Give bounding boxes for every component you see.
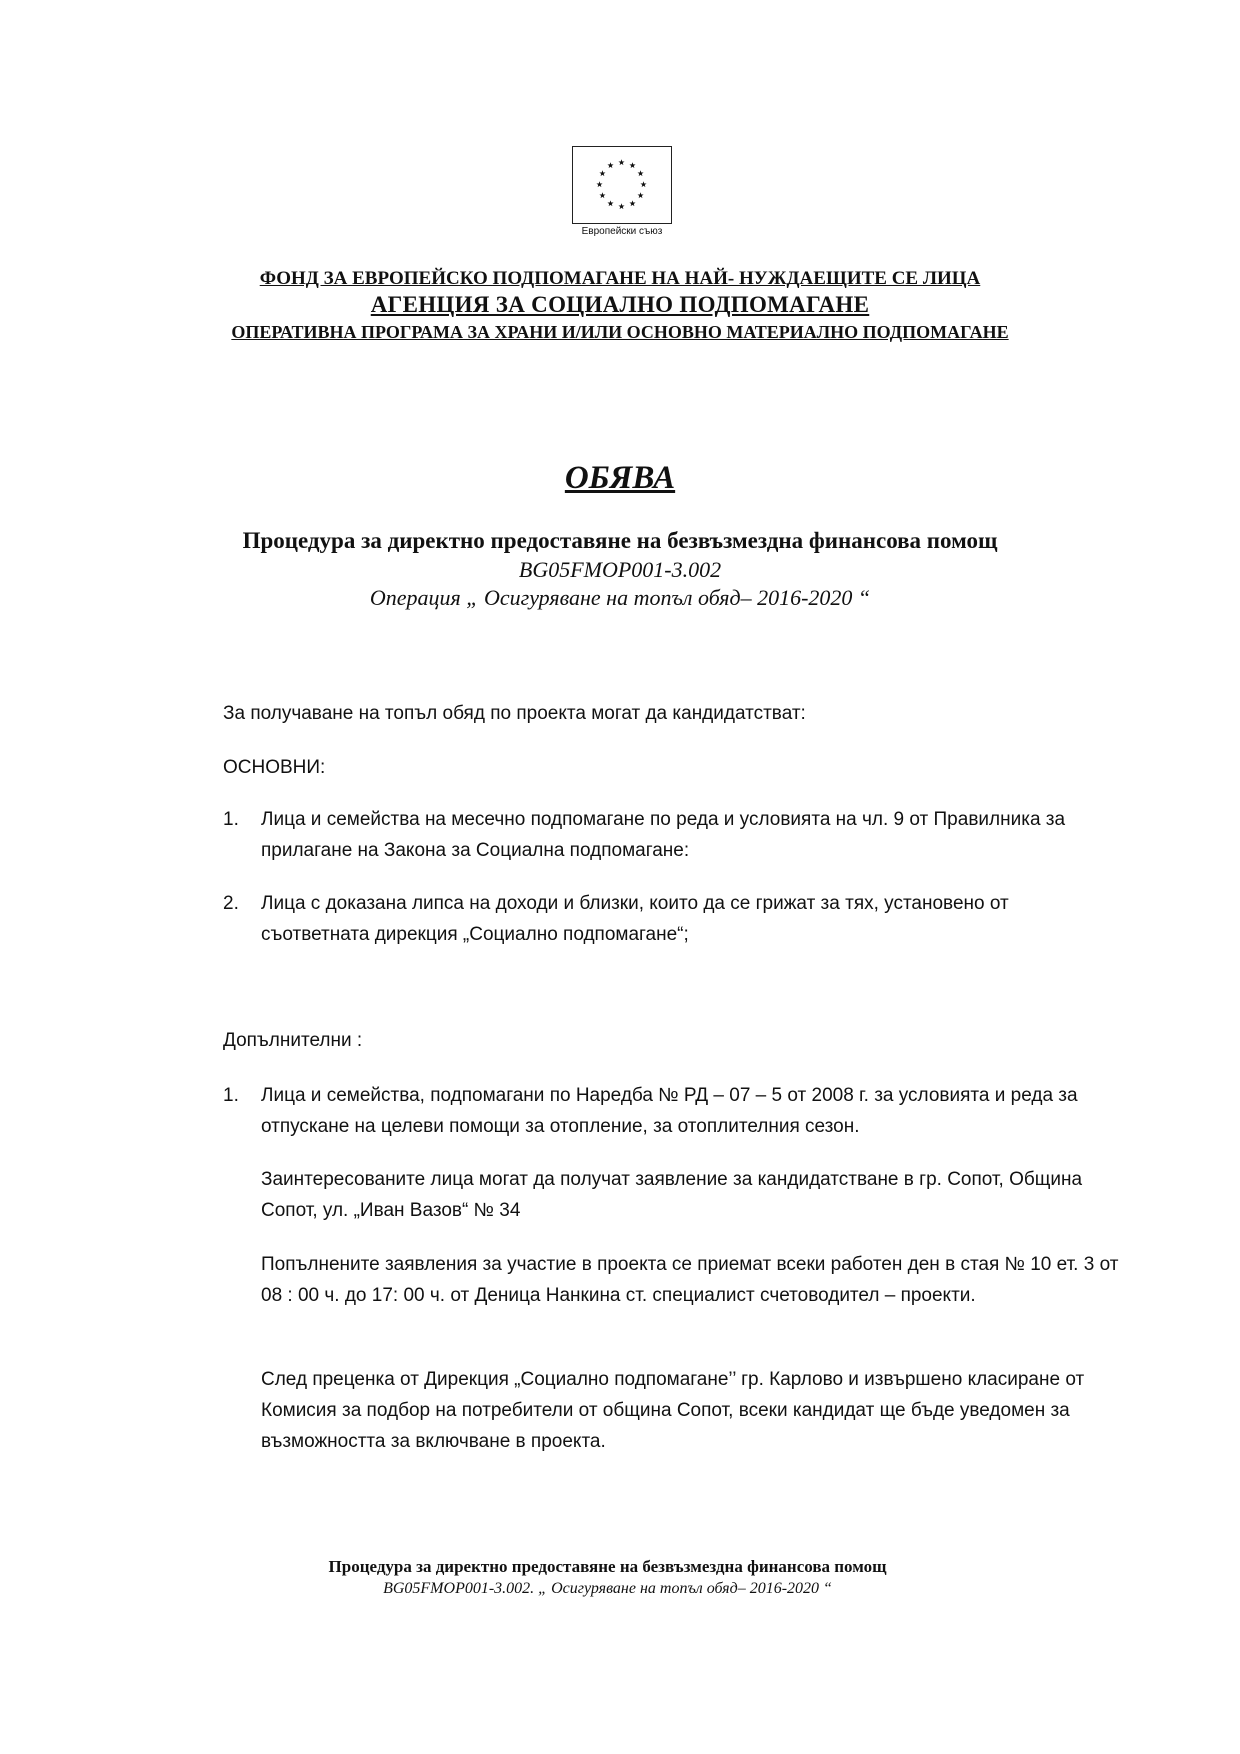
list-item-number: 1. — [223, 1085, 239, 1106]
star-icon — [629, 200, 635, 206]
list-item: Лица с доказана липса на доходи и близки, които да се грижат за тях, установено от съответната дирекция „Социално подпомагане“; — [261, 893, 1009, 945]
star-icon — [599, 192, 605, 198]
star-icon — [596, 181, 602, 187]
eu-flag-icon — [572, 146, 672, 224]
star-icon — [607, 162, 613, 168]
program-heading: ОПЕРАТИВНА ПРОГРАМА ЗА ХРАНИ И/ИЛИ ОСНОВНО МАТЕРИАЛНО ПОДПОМАГАНЕ — [231, 322, 1009, 342]
list-item-number: 2. — [223, 893, 239, 914]
star-icon — [629, 162, 635, 168]
star-icon — [640, 181, 646, 187]
star-icon — [618, 203, 624, 209]
intro-paragraph: За получаване на топъл обяд по проекта могат да кандидатстват: — [223, 703, 806, 724]
additional-heading: Допълнителни : — [223, 1030, 363, 1051]
list-item-number: 1. — [223, 809, 239, 830]
star-icon — [618, 159, 624, 165]
star-icon — [599, 170, 605, 176]
submission-paragraph: Попълнените заявления за участие в проекта се приемат всеки работен ден в стая № 10 ет. 3 от 08 : 00 ч. до 17: 00 ч. от Деница Нанкина ст. специалист счетоводител – проекти. — [261, 1254, 1119, 1306]
application-location-paragraph: Заинтересованите лица могат да получат заявление за кандидатстване в гр. Сопот, Община Сопот, ул. „Иван Вазов“ № 34 — [261, 1169, 1083, 1221]
page-title: ОБЯВА — [564, 460, 676, 496]
footer-procedure: Процедура за директно предоставяне на безвъзмездна финансова помощ — [328, 1557, 887, 1576]
agency-heading: АГЕНЦИЯ ЗА СОЦИАЛНО ПОДПОМАГАНЕ — [370, 292, 870, 317]
selection-paragraph: След преценка от Дирекция „Социално подпомагане’’ гр. Карлово и извършено класиране от Комисия за подбор на потребители от община Сопот, всеки кандидат ще бъде уведомен за възможността за включване в проекта. — [261, 1369, 1085, 1452]
star-icon — [607, 200, 613, 206]
logo-caption: Европейски съюз — [581, 226, 663, 237]
eu-stars — [573, 147, 670, 222]
operation-name: Операция „ Осигуряване на топъл обяд– 2016-2020 “ — [369, 585, 871, 610]
star-icon — [638, 170, 644, 176]
list-item: Лица и семейства, подпомагани по Наредба № РД – 07 – 5 от 2008 г. за условията и реда за отпускане на целеви помощи за отопление, за отоплителния сезон. — [261, 1085, 1078, 1137]
star-icon — [638, 192, 644, 198]
fund-heading: ФОНД ЗА ЕВРОПЕЙСКО ПОДПОМАГАНЕ НА НАЙ- НУЖДАЕЩИТЕ СЕ ЛИЦА — [259, 268, 981, 289]
list-item: Лица и семейства на месечно подпомагане по реда и условията на чл. 9 от Правилника за прилагане на Закона за Социална подпомагане: — [261, 809, 1066, 861]
footer-code: BG05FMOP001-3.002. „ Осигуряване на топъл обяд– 2016-2020 “ — [383, 1580, 832, 1597]
procedure-title: Процедура за директно предоставяне на безвъзмездна финансова помощ — [242, 528, 998, 553]
procedure-code: BG05FMOP001-3.002 — [518, 557, 722, 582]
basic-heading: ОСНОВНИ: — [223, 757, 326, 778]
